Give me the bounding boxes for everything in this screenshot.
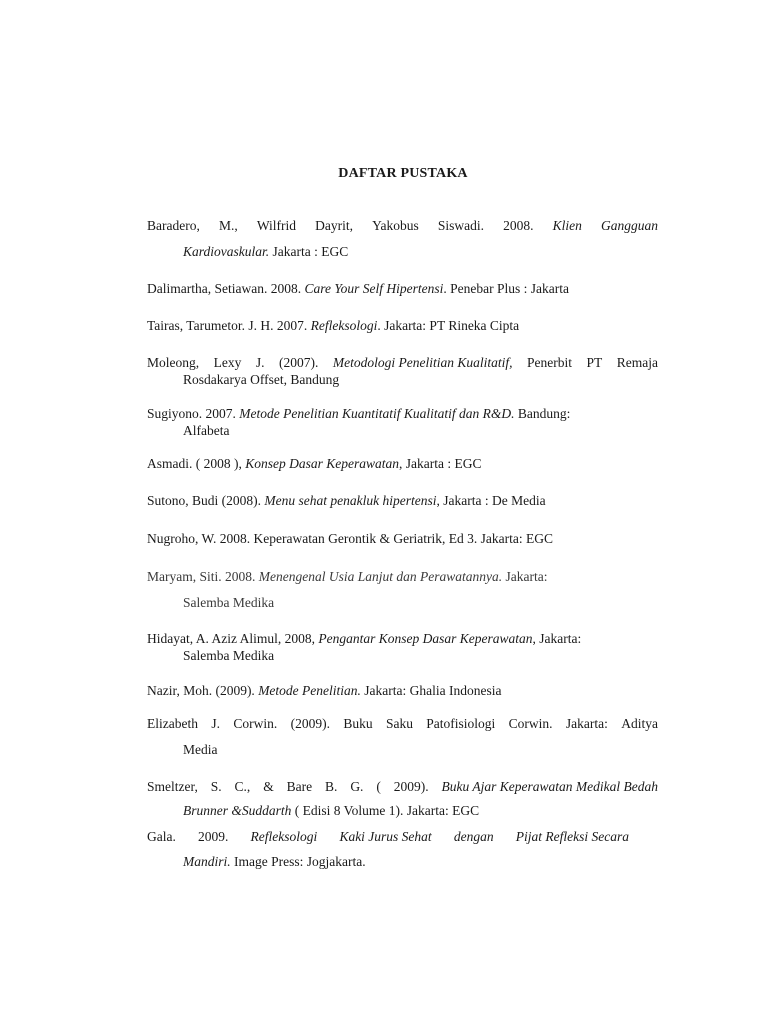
reference-title: Gangguan	[601, 218, 658, 233]
reference-corwin	[147, 715, 658, 758]
reference-line	[147, 405, 658, 422]
word: Saku	[385, 716, 413, 731]
reference-line: Nugroho, W. 2008. Keperawatan Gerontik & Geriatrik, Ed 3. Jakarta: EGC	[147, 531, 554, 546]
reference-line	[147, 715, 658, 732]
reference-title: Refleksologi	[310, 318, 378, 333]
reference-line	[147, 828, 629, 845]
reference-author: Dalimartha, Setiawan. 2008.	[147, 281, 305, 296]
reference-baradero	[147, 217, 658, 260]
reference-moleong	[147, 354, 658, 388]
word: Aditya	[621, 716, 658, 731]
reference-nugroho	[147, 530, 658, 547]
reference-publisher: ( Edisi 8 Volume 1). Jakarta: EGC	[291, 803, 480, 818]
reference-publisher: Jakarta: Ghalia Indonesia	[360, 683, 502, 698]
reference-publisher: Bandung:	[514, 406, 571, 421]
reference-title: Metodologi Penelitian Kualitatif,	[332, 355, 513, 370]
reference-title: dengan	[453, 829, 494, 844]
reference-line	[147, 853, 658, 870]
reference-line: Salemba Medika	[183, 648, 275, 663]
word: Patofisiologi	[426, 716, 496, 731]
reference-gala	[147, 828, 658, 870]
reference-author: Nazir, Moh. (2009).	[147, 683, 259, 698]
reference-publisher: Jakarta : EGC	[269, 244, 349, 259]
reference-line	[147, 243, 658, 260]
reference-publisher: Image Press: Jogjakarta.	[230, 854, 366, 869]
word: J.	[255, 355, 265, 370]
word: Siswadi.	[437, 218, 485, 233]
reference-sutono	[147, 492, 658, 509]
word: Lexy	[213, 355, 242, 370]
reference-title: Buku Ajar Keperawatan Medikal Bedah	[441, 779, 658, 794]
word: Gala.	[147, 829, 176, 844]
word: Baradero,	[147, 218, 200, 233]
reference-line	[147, 778, 658, 795]
reference-author: Maryam, Siti. 2008.	[147, 569, 259, 584]
reference-line	[147, 317, 658, 334]
reference-title: Metode Penelitian Kuantitatif Kualitatif dan R&D.	[239, 406, 515, 421]
word: Elizabeth	[147, 716, 198, 731]
word: S.	[210, 779, 222, 794]
reference-maryam	[147, 568, 658, 611]
word: M.,	[218, 218, 238, 233]
reference-author: Tairas, Tarumetor. J. H. 2007.	[147, 318, 311, 333]
reference-line	[147, 568, 658, 585]
reference-title: Care Your Self Hipertensi	[304, 281, 444, 296]
reference-hidayat	[147, 630, 658, 664]
reference-author: Hidayat, A. Aziz Alimul, 2008,	[147, 631, 319, 646]
reference-publisher: . Jakarta: PT Rineka Cipta	[377, 318, 520, 333]
word: Dayrit,	[315, 218, 354, 233]
reference-title: Klien	[552, 218, 582, 233]
reference-publisher: , Jakarta : EGC	[399, 456, 482, 471]
reference-title: Pijat Refleksi Secara	[515, 829, 629, 844]
reference-title: Metode Penelitian.	[258, 683, 361, 698]
word: Buku	[343, 716, 373, 731]
page-title: DAFTAR PUSTAKA	[338, 166, 468, 181]
word: G.	[350, 779, 364, 794]
reference-line	[147, 802, 658, 819]
reference-line	[147, 217, 658, 234]
reference-title: Mandiri.	[183, 854, 231, 869]
word: J.	[211, 716, 220, 731]
word: 2009).	[393, 779, 429, 794]
reference-line: Salemba Medika	[183, 595, 275, 610]
word: &	[263, 779, 274, 794]
reference-title: Refleksologi	[250, 829, 318, 844]
word: Yakobus	[372, 218, 419, 233]
reference-line: Rosdakarya Offset, Bandung	[183, 372, 340, 387]
reference-publisher: , Jakarta : De Media	[436, 493, 546, 508]
word: (2007).	[279, 355, 319, 370]
reference-title: Menengenal Usia Lanjut dan Perawatannya.	[258, 569, 503, 584]
word: C.,	[234, 779, 251, 794]
reference-line	[147, 455, 658, 472]
reference-line	[147, 354, 658, 371]
word: B.	[325, 779, 338, 794]
reference-tairas	[147, 317, 658, 334]
word: Remaja	[616, 355, 658, 370]
word: Moleong,	[147, 355, 200, 370]
word: (2009).	[290, 716, 330, 731]
word: Corwin.	[233, 716, 278, 731]
reference-title: Pengantar Konsep Dasar Keperawatan	[318, 631, 533, 646]
word: Jakarta:	[565, 716, 608, 731]
reference-nazir	[147, 682, 658, 699]
reference-line: Media	[183, 742, 218, 757]
reference-author: Asmadi. ( 2008 ),	[147, 456, 246, 471]
reference-line	[147, 682, 658, 699]
word: Smeltzer,	[147, 779, 198, 794]
reference-author: Sugiyono. 2007.	[147, 406, 240, 421]
word: PT	[586, 355, 603, 370]
word: Wilfrid	[256, 218, 297, 233]
reference-line	[147, 630, 658, 647]
reference-publisher: Jakarta:	[502, 569, 548, 584]
reference-title: Brunner &Suddarth	[183, 803, 292, 818]
word: Bare	[286, 779, 313, 794]
word: (	[376, 779, 381, 794]
reference-smeltzer	[147, 778, 658, 819]
reference-line	[147, 492, 658, 509]
word: 2009.	[198, 829, 229, 844]
reference-title: Kardiovaskular.	[183, 244, 270, 259]
reference-author: Sutono, Budi (2008).	[147, 493, 265, 508]
reference-line: Alfabeta	[183, 423, 230, 438]
reference-sugiyono	[147, 405, 658, 439]
word: Corwin.	[508, 716, 553, 731]
reference-title: Kaki Jurus Sehat	[339, 829, 432, 844]
word: 2008.	[503, 218, 534, 233]
reference-dalimartha	[147, 280, 658, 297]
reference-publisher: . Penebar Plus : Jakarta	[443, 281, 569, 296]
reference-title: Menu sehat penakluk hipertensi	[264, 493, 437, 508]
reference-asmadi	[147, 455, 658, 472]
reference-publisher: , Jakarta:	[532, 631, 582, 646]
reference-line	[147, 280, 658, 297]
reference-title: Konsep Dasar Keperawatan	[245, 456, 400, 471]
word: Penerbit	[527, 355, 572, 370]
